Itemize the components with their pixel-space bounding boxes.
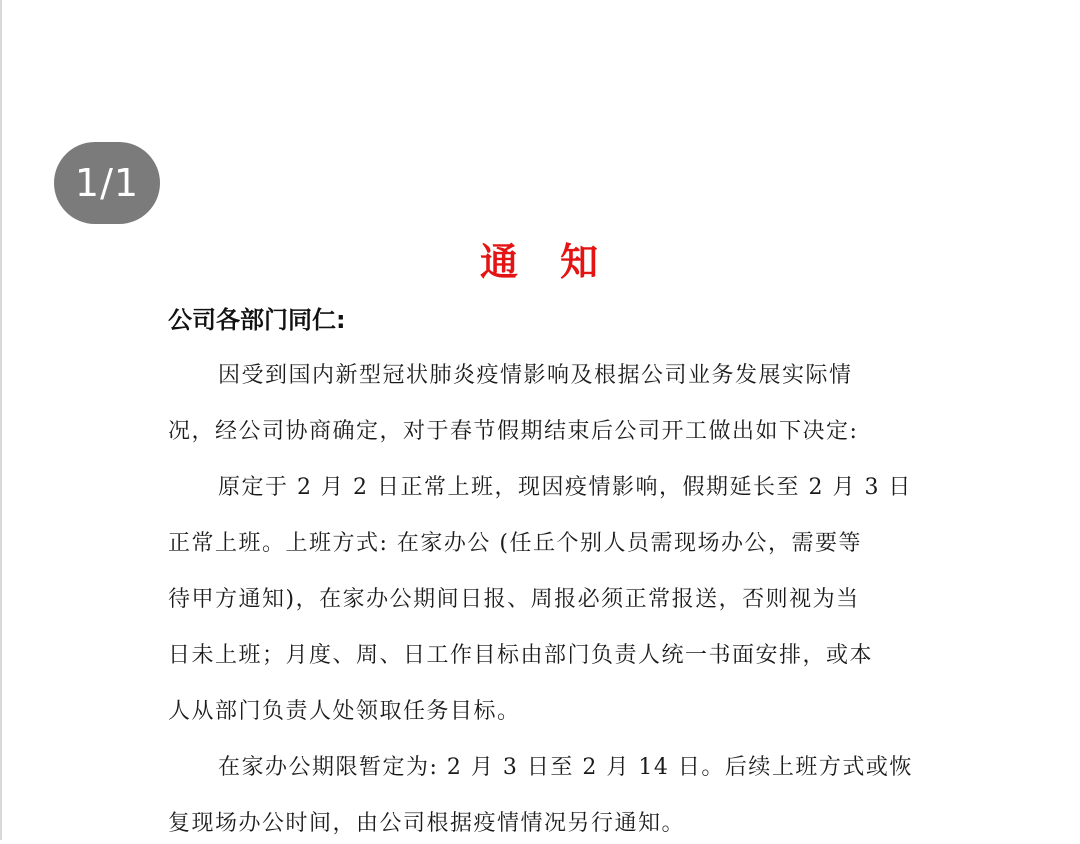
body-line: 况，经公司协商确定，对于春节假期结束后公司开工做出如下决定:: [168, 419, 859, 444]
body-line: 在家办公期限暂定为: 2 月 3 日至 2 月 14 日。后续上班方式或恢: [218, 755, 913, 780]
body-line: 原定于 2 月 2 日正常上班，现因疫情影响，假期延长至 2 月 3 日: [218, 475, 912, 500]
page-indicator: 1/1: [54, 142, 160, 224]
body-line: 人从部门负责人处领取任务目标。: [168, 699, 521, 724]
body-line: 因受到国内新型冠状肺炎疫情影响及根据公司业务发展实际情: [218, 363, 853, 388]
page-edge: [0, 0, 2, 840]
body-line: 待甲方通知)，在家办公期间日报、周报必须正常报送，否则视为当: [168, 587, 860, 612]
body-line: 日未上班；月度、周、日工作目标由部门负责人统一书面安排，或本: [168, 643, 874, 668]
document-title: 通 知: [479, 240, 600, 284]
salutation: 公司各部门同仁:: [168, 306, 346, 334]
body-line: 正常上班。上班方式: 在家办公 (任丘个别人员需现场办公，需要等: [168, 531, 862, 556]
body-line: 复现场办公时间，由公司根据疫情情况另行通知。: [168, 811, 686, 836]
